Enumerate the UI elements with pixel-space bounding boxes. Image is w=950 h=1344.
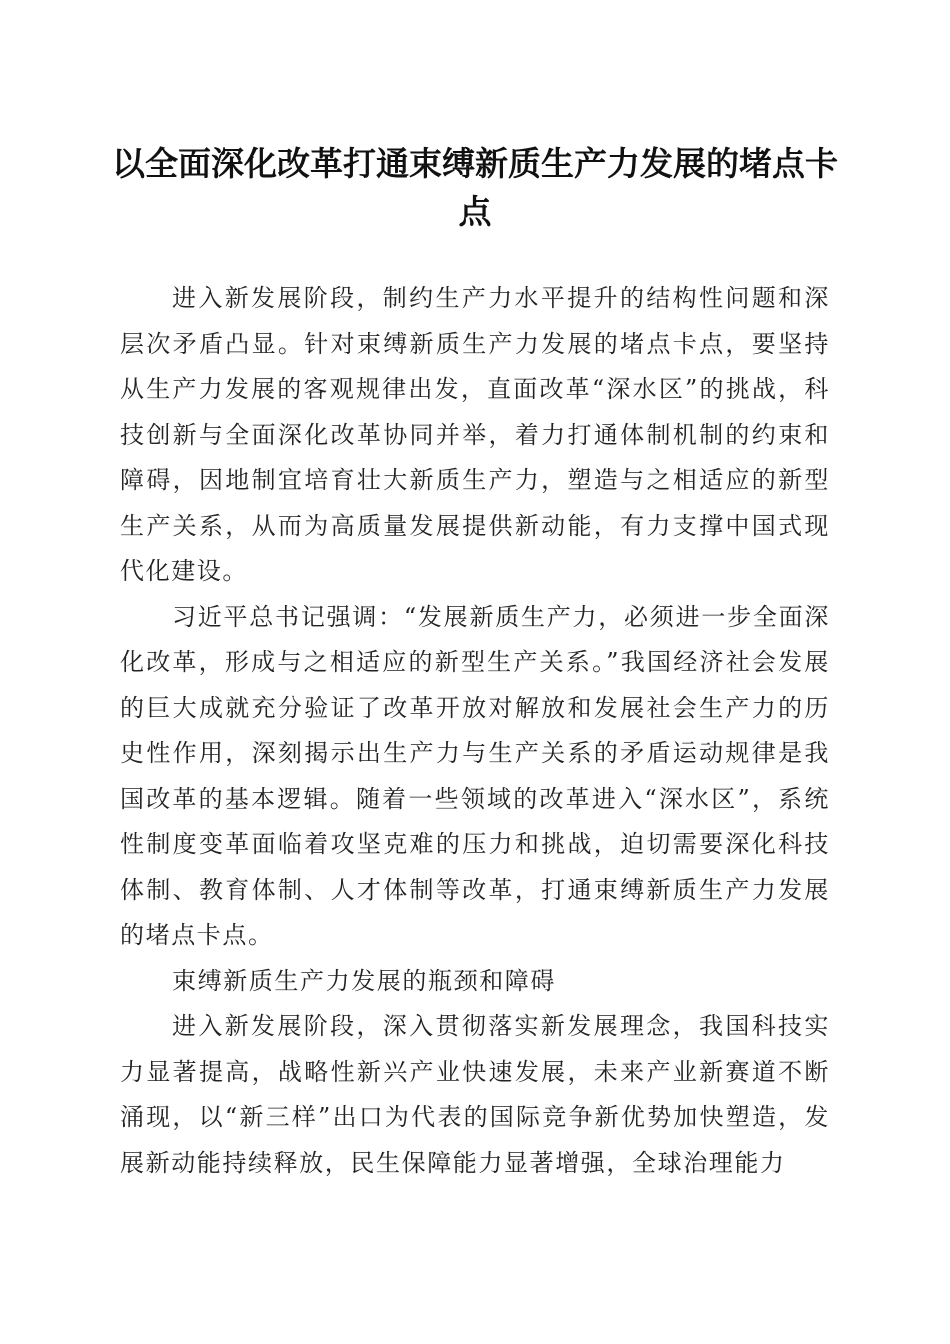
paragraph: 进入新发展阶段，制约生产力水平提升的结构性问题和深层次矛盾凸显。针对束缚新质生产力发展的堵点卡点，要坚持从生产力发展的客观规律出发，直面改革“深水区”的挑战，科技创新与全面深化改革协同并举，着力打通体制机制的约束和障碍，因地制宜培育壮大新质生产力，塑造与之相适应的新型生产关系，从而为高质量发展提供新动能，有力支撑中国式现代化建设。: [120, 284, 830, 585]
section-heading: 束缚新质生产力发展的瓶颈和障碍: [172, 966, 556, 995]
document-body: [120, 276, 830, 1186]
paragraph: 进入新发展阶段，深入贯彻落实新发展理念，我国科技实力显著提高，战略性新兴产业快速发展，未来产业新赛道不断涌现，以“新三样”出口为代表的国际竞争新优势加快塑造，发展新动能持续释放，民生保障能力显著增强，全球治理能力: [120, 1012, 830, 1177]
paragraph: 习近平总书记强调：“发展新质生产力，必须进一步全面深化改革，形成与之相适应的新型生产关系。”我国经济社会发展的巨大成就充分验证了改革开放对解放和发展社会生产力的历史性作用，深刻揭示出生产力与生产关系的矛盾运动规律是我国改革的基本逻辑。随着一些领域的改革进入“深水区”，系统性制度变革面临着攻坚克难的压力和挑战，迫切需要深化科技体制、教育体制、人才体制等改革，打通束缚新质生产力发展的堵点卡点。: [120, 602, 830, 949]
document-title: 以全面深化改革打通束缚新质生产力发展的堵点卡点: [112, 144, 838, 231]
